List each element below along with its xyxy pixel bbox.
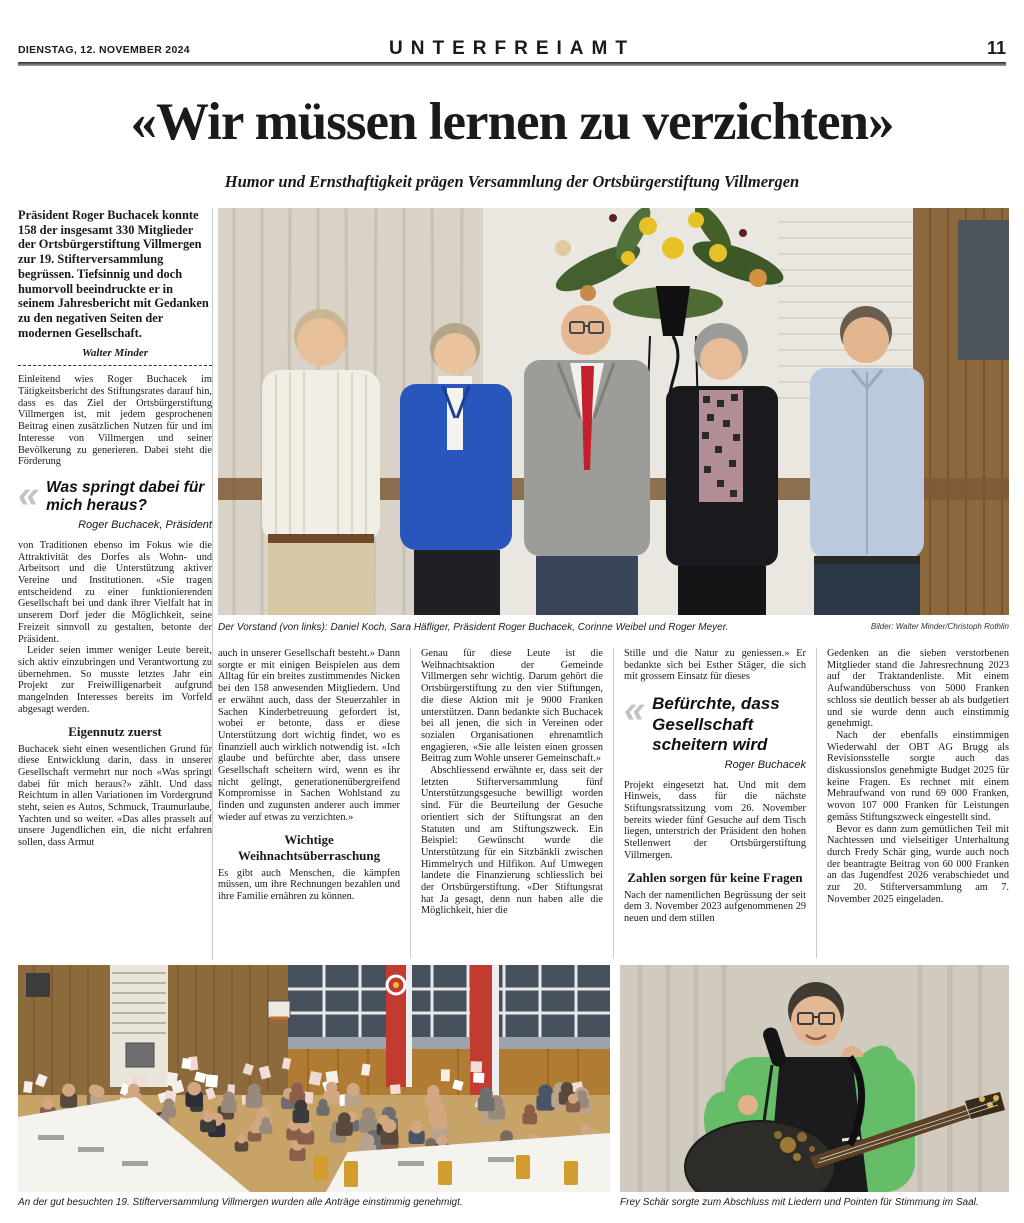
subhead-zahlen: Zahlen sorgen für keine Fragen	[627, 869, 803, 885]
photo-credit: Bilder: Walter Minder/Christoph Rothlin	[870, 622, 1009, 631]
quote-mark-icon: «	[624, 689, 646, 732]
column-rule	[212, 208, 213, 960]
main-photo-caption-row	[218, 622, 1009, 633]
lead-paragraph: Präsident Roger Buchacek konnte 158 der insgesamt 330 Mitglieder der Ortsbürgerstiftung Villmergen zur 19. Stifterversammlung begrüssen. Tiefsinnig und doch humorvoll beeindruckte er in seinem Jahresbericht mit Gedanken zu den negativen Seiten der modernen Gesellschaft.	[18, 208, 209, 340]
body-paragraph: Genau für diese Leute ist die Weihnachtsaktion der Gemeinde Villmergen sehr wichtig. Darum gehört die Ortsbürgerstiftung zu den vier Stiftungen, die diese Aktion mit je 9000 Franken unterstützen. Dann bedankte sich Buchacek bei all jenen, die sich in Vereinen oder sozialen Organisationen ehrenamtlich engagieren, «Sie alle leisten einen grossen Beitrag zum Wohle unserer Gemeinschaft.»	[421, 648, 603, 765]
column-4	[624, 648, 806, 960]
masthead-rule	[18, 62, 1006, 66]
pull-quote-2	[624, 689, 806, 771]
red-banner	[386, 965, 412, 1087]
body-paragraph: Bevor es dann zum gemütlichen Teil mit Nachtessen und vielseitiger Unterhaltung durch Fredy Schär ging, wurde auch noch der beantragte Beitrag von 60 000 Franken an das Jugendfest 2026 verabschiedet und zur 20. Stifterversammlung am 7. November 2025 eingeladen.	[827, 823, 1009, 905]
body-paragraph: Stille und die Natur zu geniessen.» Er bedankte sich bei Esther Stäger, die sich mit grossem Einsatz für dieses	[624, 648, 806, 683]
issue-date: DIENSTAG, 12. NOVEMBER 2024	[18, 44, 190, 56]
pull-quote-attribution: Roger Buchacek	[724, 758, 806, 771]
column-1	[18, 208, 212, 964]
body-paragraph: Nach der namentlichen Begrüssung der seit dem 3. November 2023 aufgenommenen 29 neuen und dem stillen	[624, 889, 806, 924]
subhead-eigennutz: Eigennutz zuerst	[68, 723, 162, 739]
subtitle: Humor und Ernsthaftigkeit prägen Versammlung der Ortsbürgerstiftung Villmergen	[224, 172, 800, 191]
byline: Walter Minder	[18, 340, 212, 366]
pull-quote-attribution: Roger Buchacek, Präsident	[78, 518, 212, 531]
pull-quote-1	[18, 473, 212, 531]
body-paragraph: auch in unserer Gesellschaft besteht.» Dann sorgte er mit einigen Beispielen aus dem Alltag für ein breites zustimmendes Nicken bei den 158 anwesenden Mitgliedern. Und er erwähnt auch, dass der Steuerzahler in Sachen Kinderbetreuung gefordert ist, wobei er betonte, dass er diese Unterstützung dort wichtig findet, wo es finanziell auch wirklich notwendig ist. «Ich glaube und befürchte aber, dass unsere Gesellschaft scheitern wird, wenn es ihr nicht gelingt, generationenübergreifend Kompromisse in Sachen Wohlstand zu finden und zugunsten anderer auch immer wieder auf etwas zu verzichten.»	[218, 648, 400, 823]
column-rule	[816, 648, 817, 958]
column-5	[827, 648, 1009, 960]
bottom-left-caption: An der gut besuchten 19. Stifterversammlung Villmergen wurden alle Anträge einstimmig genehmigt.	[18, 1197, 463, 1208]
subhead-weihnachtsueberraschung: Wichtige Weihnachtsüberraschung	[237, 831, 381, 863]
body-paragraph: Abschliessend erwähnte er, dass seit der letzten Stifterversammlung fünf Unterstützungsgesuche bewilligt worden sind. Für die Beurteilung der Gesuche orientiert sich der Stiftungsrat an den Statuten und am Stiftungszweck. Ein Beispiel: Gewünscht wurde die Unterstützung für ein Sitzbänkli zwischen Himmelrych und Hilfikon. Auf Umwegen landete die Finanzierung schliesslich bei der Ortsbürgerstiftung. «Der Stiftungsrat hat Ja gesagt, denn nun haben alle die Möglichkeit, hier die	[421, 765, 603, 917]
bottom-left-photo-assembly-hall	[18, 965, 610, 1192]
page-number: 11	[986, 38, 1006, 58]
section-title: UNTERFREIAMT	[389, 38, 635, 59]
pull-quote-text: Was springt dabei für mich heraus?	[46, 478, 205, 515]
body-paragraph: Gedenken an die sieben verstorbenen Mitglieder stand die Jahresrechnung 2023 auf der Traktandenliste. Mit einem Aufwandüberschuss von 5000 Franken schloss sie deutlich besser ab als budgetiert und sie wurde denn auch einstimmig genehmigt.	[827, 648, 1009, 730]
headline: «Wir müssen lernen zu verzichten»	[130, 93, 894, 151]
quote-mark-icon: «	[18, 473, 40, 516]
body-paragraph: Buchacek sieht einen wesentlichen Grund für diese Entwicklung darin, dass in unserer Gesellschaft vermehrt nur noch «Was springt dabei für mich heraus?» zählt. Und dass Reichtum in allen Variationen im Vordergrund steht, seien es Autos, Schmuck, Traumurlaube, Yachten und so weiter. «Das alles prasselt auf unsere Jugendlichen ein, die nicht erfahren sollen, dass Armut	[18, 743, 212, 849]
body-paragraph: Einleitend wies Roger Buchacek im Tätigkeitsbericht des Stiftungsrates darauf hin, dass es das Ziel der Ortsbürgerstiftung Villmergen ist, mit jedem gesprochenen Beitrag einen zusätzlichen Nutzen für und im Interesse von Villmergen und seiner Bevölkerung zu generieren. Dabei steht die Förderung	[18, 374, 212, 468]
column-rule	[613, 648, 614, 958]
pull-quote-text: Befürchte, dass Gesellschaft scheitern wird	[652, 694, 780, 755]
body-paragraph: Projekt eingesetzt hat. Und mit dem Hinweis, dass für die nächste Stiftungsratssitzung vom 26. November bereits wieder fünf Gesuche auf dem Tisch liegen, unterstrich der Präsident den hohen Stellenwert der Ortsbürgerstiftung Villmergen.	[624, 779, 806, 861]
body-paragraph: Leider seien immer weniger Leute bereit, sich aktiv einzubringen und Verantwortung zu übernehmen. So musste letztes Jahr ein Projekt zur Freiwilligenarbeit aufgrund mangelnden Interesses bereits im Vorfeld abgesagt werden.	[18, 645, 212, 715]
body-paragraph: von Traditionen ebenso im Fokus wie die Attraktivität des Dorfes als Wohn- und Arbeitsort und die Unterstützung aktiver Vereine und Institutionen. «Sie tragen entscheidend zu einer funktionierenden Gesellschaft bei und dank ihrer Vielfalt hat in unserem Dorf jeder die Möglichkeit, seine Freizeit sinnvoll zu gestalten, betonte der Präsident.	[18, 539, 212, 645]
bottom-right-caption: Frey Schär sorgte zum Abschluss mit Liedern und Pointen für Stimmung im Saal.	[620, 1197, 979, 1208]
main-photo-caption: Der Vorstand (von links): Daniel Koch, Sara Häfliger, Präsident Roger Buchacek, Corinne Weibel und Roger Meyer.	[218, 622, 729, 633]
body-paragraph: Nach der ebenfalls einstimmigen Wiederwahl der OBT AG Brugg als Revisionsstelle sorgte auch das diskussionslos genehmigte Budget 2025 für keine Fragen. Es rechnet mit einem Mehraufwand von rund 69 000 Franken, wovon 107 000 Franken für Leistungen gemäss Stiftungszweck eingestellt sind.	[827, 729, 1009, 823]
column-3	[421, 648, 603, 960]
column-rule	[410, 648, 411, 958]
main-photo-board-members	[218, 208, 1009, 615]
body-paragraph: Es gibt auch Menschen, die kämpfen müssen, um ihre Rechnungen bezahlen und ihre Familie ernähren zu können.	[218, 867, 400, 902]
bottom-right-photo-singer	[620, 965, 1009, 1192]
column-2	[218, 648, 400, 960]
